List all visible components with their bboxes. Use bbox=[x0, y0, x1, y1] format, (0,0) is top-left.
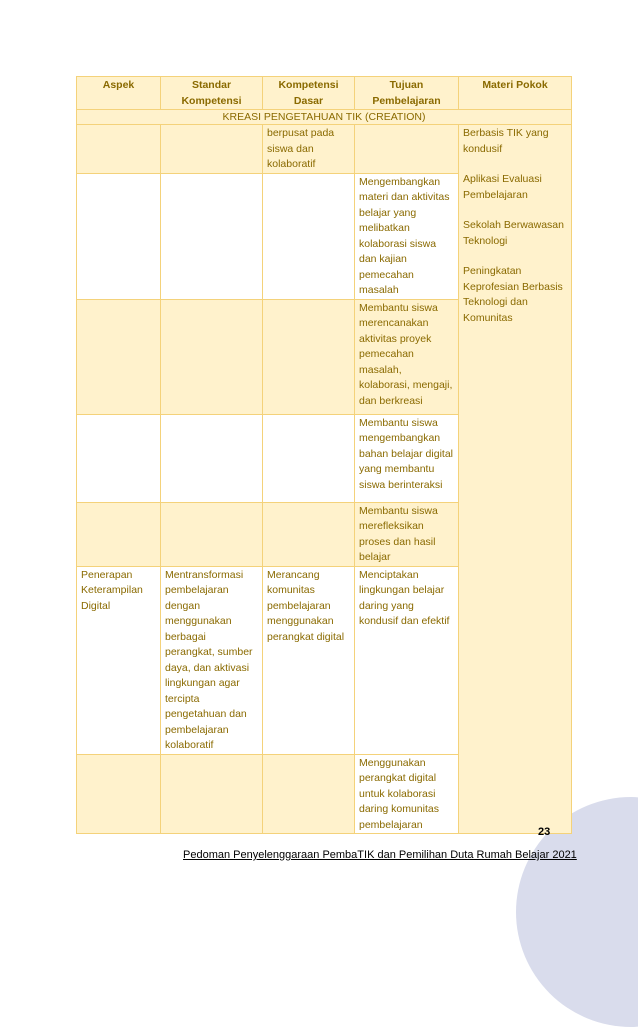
page-number: 23 bbox=[538, 826, 551, 838]
header-standar-kompetensi: Standar Kompetensi bbox=[161, 77, 263, 110]
table-row bbox=[77, 125, 572, 174]
section-row bbox=[77, 110, 572, 125]
standar-kompetensi-cell: Mentransformasi pembelajaran dengan menggunakan berbagai perangkat, sumber daya, dan aktivasi lingkungan agar tercipta pengetahuan dan pembelajaran kolaboratif bbox=[161, 566, 263, 754]
tujuan-cell: Membantu siswa merefleksikan proses dan hasil belajar bbox=[355, 502, 459, 566]
materi-pokok-item: Peningkatan Keprofesian Berbasis Teknologi dan Komunitas bbox=[463, 265, 563, 324]
section-title: KREASI PENGETAHUAN TIK (CREATION) bbox=[77, 110, 572, 125]
aspek-cell: Penerapan Keterampilan Digital bbox=[77, 566, 161, 754]
kompetensi-dasar-cell: Merancang komunitas pembelajaran menggunakan perangkat digital bbox=[263, 566, 355, 754]
tujuan-cell: Menggunakan perangkat digital untuk kolaborasi daring komunitas pembelajaran bbox=[355, 754, 459, 834]
tujuan-cell: Membantu siswa merencanakan aktivitas proyek pemecahan masalah, kolaborasi, mengaji, dan berkreasi bbox=[355, 299, 459, 414]
header-materi-pokok: Materi Pokok bbox=[459, 77, 572, 110]
materi-pokok-cell bbox=[459, 125, 572, 834]
materi-pokok-item: Sekolah Berwawasan Teknologi bbox=[463, 219, 564, 247]
tujuan-cell: Mengembangkan materi dan aktivitas belajar yang melibatkan kolaborasi siswa dan kajian pemecahan masalah bbox=[355, 173, 459, 299]
header-kompetensi-dasar: Kompetensi Dasar bbox=[263, 77, 355, 110]
header-tujuan-pembelajaran: Tujuan Pembelajaran bbox=[355, 77, 459, 110]
tujuan-cell: Menciptakan lingkungan belajar daring yang kondusif dan efektif bbox=[355, 566, 459, 754]
footer-text: Pedoman Penyelenggaraan PembaTIK dan Pemilihan Duta Rumah Belajar 2021 bbox=[183, 849, 577, 861]
materi-pokok-item: Berbasis TIK yang kondusif bbox=[463, 127, 549, 155]
header-aspek: Aspek bbox=[77, 77, 161, 110]
kompetensi-dasar-cell: berpusat pada siswa dan kolaboratif bbox=[263, 125, 355, 174]
curriculum-table bbox=[76, 76, 572, 834]
materi-pokok-item: Aplikasi Evaluasi Pembelajaran bbox=[463, 173, 542, 201]
tujuan-cell: Membantu siswa mengembangkan bahan belajar digital yang membantu siswa berinteraksi bbox=[355, 414, 459, 502]
header-row bbox=[77, 77, 572, 110]
